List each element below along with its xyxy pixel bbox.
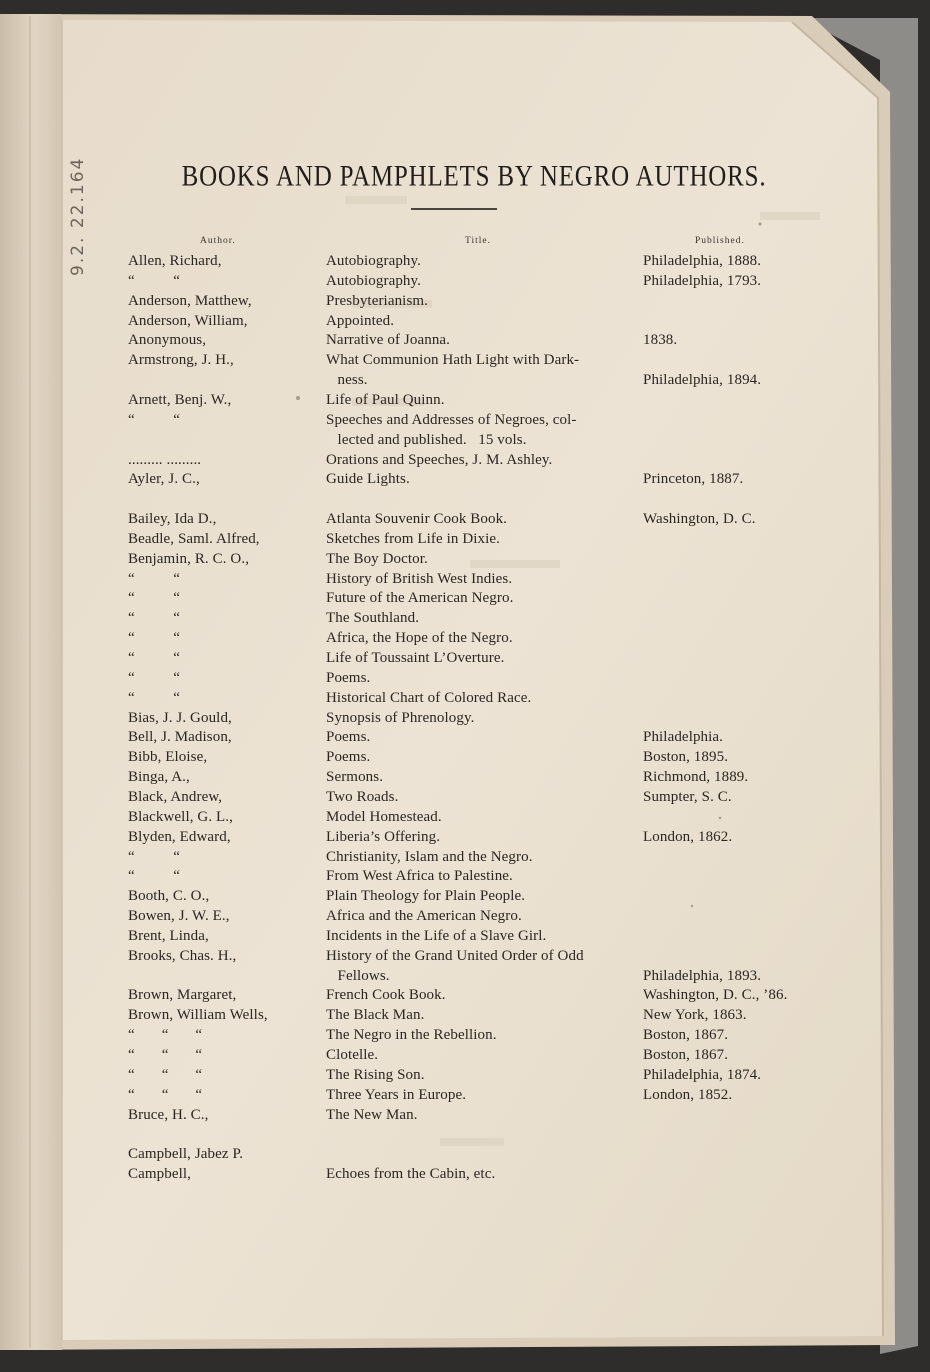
- table-row: [0, 727, 930, 747]
- author-cell: Blyden, Edward,: [128, 828, 231, 845]
- table-row: [0, 1144, 930, 1164]
- column-header-published: Published.: [695, 236, 745, 246]
- column-header-author: Author.: [200, 236, 236, 246]
- published-cell: Richmond, 1889.: [643, 769, 749, 786]
- title-cell: Model Homestead.: [326, 808, 442, 825]
- author-cell: “ “: [128, 610, 181, 627]
- author-cell: “ “: [128, 570, 181, 587]
- author-cell: “ “ “: [128, 1027, 203, 1044]
- title-cell: Life of Paul Quinn.: [326, 391, 445, 408]
- author-cell: Bias, J. J. Gould,: [128, 709, 232, 726]
- table-row: [0, 747, 930, 767]
- title-cell: History of the Grand United Order of Odd: [326, 947, 584, 964]
- author-cell: Ayler, J. C.,: [128, 471, 200, 488]
- author-cell: “ “ “: [128, 1047, 203, 1063]
- table-row: [0, 648, 930, 668]
- published-cell: London, 1852.: [643, 1086, 733, 1103]
- table-row: [0, 569, 930, 589]
- table-row: [0, 1085, 930, 1105]
- title-cell: Presbyterianism.: [326, 292, 429, 309]
- author-cell: “ “: [128, 868, 181, 885]
- title-cell: What Communion Hath Light with Dark-: [326, 352, 580, 369]
- title-cell: Clotelle.: [326, 1047, 379, 1063]
- table-row: [0, 370, 930, 390]
- table-row: [0, 489, 930, 509]
- title-cell: The New Man.: [326, 1106, 418, 1123]
- author-cell: Arnett, Benj. W.,: [128, 391, 232, 408]
- title-cell: The Southland.: [326, 610, 420, 627]
- table-row: [0, 668, 930, 688]
- table-row: [0, 549, 930, 569]
- author-cell: Bailey, Ida D.,: [128, 511, 217, 528]
- table-row: [0, 509, 930, 529]
- table-row: [0, 906, 930, 926]
- title-cell: Three Years in Europe.: [326, 1086, 467, 1103]
- author-cell: “ “: [128, 411, 181, 428]
- author-cell: Benjamin, R. C. O.,: [128, 550, 250, 567]
- author-cell: “ “: [128, 848, 181, 865]
- title-cell: Orations and Speeches, J. M. Ashley.: [326, 451, 553, 468]
- table-row: [0, 410, 930, 430]
- column-header-title: Title.: [465, 236, 491, 246]
- title-cell: Appointed.: [326, 312, 395, 329]
- table-row: [0, 767, 930, 787]
- published-cell: Sumpter, S. C.: [643, 788, 732, 805]
- published-cell: New York, 1863.: [643, 1007, 747, 1024]
- table-row: [0, 807, 930, 827]
- table-row: [0, 966, 930, 986]
- table-row: [0, 926, 930, 946]
- author-cell: Binga, A.,: [128, 769, 190, 786]
- table-row: [0, 1164, 930, 1184]
- author-cell: “ “: [128, 590, 181, 607]
- author-cell: Campbell, Jabez P.: [128, 1146, 244, 1163]
- published-cell: Philadelphia, 1893.: [643, 967, 762, 984]
- author-cell: “ “ “: [128, 1086, 203, 1103]
- table-row: [0, 827, 930, 847]
- table-row: [0, 1025, 930, 1045]
- author-cell: Bruce, H. C.,: [128, 1106, 209, 1123]
- table-row: [0, 866, 930, 886]
- table-row: [0, 608, 930, 628]
- table-row: [0, 390, 930, 410]
- table-row: [0, 430, 930, 450]
- table-row: [0, 330, 930, 350]
- table-row: [0, 529, 930, 549]
- title-cell: Autobiography.: [326, 253, 421, 269]
- published-cell: Philadelphia, 1894.: [643, 372, 762, 389]
- table-row: [0, 628, 930, 648]
- title-cell: French Cook Book.: [326, 987, 446, 1004]
- title-cell: The Boy Doctor.: [326, 550, 428, 567]
- title-cell: Historical Chart of Colored Race.: [326, 689, 532, 706]
- table-row: [0, 588, 930, 608]
- author-cell: Booth, C. O.,: [128, 888, 210, 905]
- title-cell: Guide Lights.: [326, 471, 410, 488]
- author-cell: Anonymous,: [128, 332, 207, 349]
- author-cell: Allen, Richard,: [128, 253, 222, 269]
- page-title: BOOKS AND PAMPHLETS BY NEGRO AUTHORS.: [181, 160, 767, 193]
- title-cell: Africa, the Hope of the Negro.: [326, 630, 513, 647]
- author-cell: Brent, Linda,: [128, 927, 209, 944]
- title-cell: Narrative of Joanna.: [326, 332, 451, 349]
- author-cell: “ “: [128, 630, 181, 647]
- author-cell: Black, Andrew,: [128, 788, 223, 805]
- title-cell: History of British West Indies.: [326, 570, 513, 587]
- title-cell: Speeches and Addresses of Negroes, col-: [326, 411, 577, 428]
- title-cell: Life of Toussaint L’Overture.: [326, 650, 505, 666]
- author-cell: “ “ “: [128, 1066, 203, 1083]
- table-row: [0, 311, 930, 331]
- author-cell: “ “: [128, 650, 181, 666]
- published-cell: Washington, D. C., ’86.: [643, 987, 788, 1004]
- title-cell: Atlanta Souvenir Cook Book.: [326, 511, 508, 528]
- title-cell: Fellows.: [326, 967, 390, 984]
- title-cell: Autobiography.: [326, 272, 421, 289]
- table-row: [0, 985, 930, 1005]
- published-cell: London, 1862.: [643, 828, 733, 845]
- author-cell: Brown, Margaret,: [128, 987, 237, 1004]
- author-cell: “ “: [128, 669, 181, 686]
- title-cell: Christianity, Islam and the Negro.: [326, 848, 533, 865]
- title-cell: Plain Theology for Plain People.: [326, 888, 526, 905]
- author-cell: ......... .........: [128, 451, 202, 468]
- published-cell: Princeton, 1887.: [643, 471, 744, 488]
- published-cell: Boston, 1867.: [643, 1047, 729, 1063]
- published-cell: Philadelphia, 1888.: [643, 253, 762, 269]
- title-cell: Future of the American Negro.: [326, 590, 514, 607]
- table-row: [0, 1124, 930, 1144]
- title-cell: Synopsis of Phrenology.: [326, 709, 475, 726]
- published-cell: Washington, D. C.: [643, 511, 756, 528]
- published-cell: Philadelphia, 1793.: [643, 272, 762, 289]
- author-cell: “ “: [128, 272, 181, 289]
- published-cell: 1838.: [643, 332, 678, 349]
- table-row: [0, 886, 930, 906]
- title-cell: ness.: [326, 372, 368, 389]
- title-cell: Two Roads.: [326, 788, 399, 805]
- table-row: [0, 1105, 930, 1125]
- table-row: [0, 251, 930, 271]
- author-cell: Beadle, Saml. Alfred,: [128, 530, 260, 547]
- title-cell: Echoes from the Cabin, etc.: [326, 1166, 496, 1183]
- title-cell: Sketches from Life in Dixie.: [326, 530, 501, 547]
- author-cell: Armstrong, J. H.,: [128, 352, 234, 369]
- table-row: [0, 1005, 930, 1025]
- table-row: [0, 688, 930, 708]
- table-row: [0, 291, 930, 311]
- title-cell: Poems.: [326, 749, 371, 766]
- author-cell: Brooks, Chas. H.,: [128, 947, 237, 964]
- title-cell: The Rising Son.: [326, 1066, 425, 1083]
- published-cell: Philadelphia.: [643, 729, 724, 746]
- title-cell: Sermons.: [326, 769, 384, 786]
- author-cell: “ “: [128, 689, 181, 706]
- title-cell: The Negro in the Rebellion.: [326, 1027, 497, 1044]
- author-cell: Blackwell, G. L.,: [128, 808, 234, 825]
- table-row: [0, 350, 930, 370]
- author-cell: Anderson, William,: [128, 312, 248, 329]
- table-row: [0, 469, 930, 489]
- title-cell: Incidents in the Life of a Slave Girl.: [326, 927, 547, 944]
- published-cell: Boston, 1895.: [643, 749, 729, 766]
- title-cell: The Black Man.: [326, 1007, 425, 1024]
- published-cell: Boston, 1867.: [643, 1027, 729, 1044]
- table-row: [0, 847, 930, 867]
- author-cell: Campbell,: [128, 1166, 191, 1183]
- title-cell: Liberia’s Offering.: [326, 828, 441, 845]
- title-cell: Poems.: [326, 729, 371, 746]
- title-cell: Poems.: [326, 669, 371, 686]
- margin-pencil-note: 9.2. 22.164: [68, 156, 88, 276]
- author-cell: Brown, William Wells,: [128, 1007, 268, 1024]
- table-row: [0, 946, 930, 966]
- title-cell: Africa and the American Negro.: [326, 908, 522, 925]
- author-cell: Bibb, Eloise,: [128, 749, 208, 766]
- table-row: [0, 271, 930, 291]
- table-row: [0, 787, 930, 807]
- title-cell: From West Africa to Palestine.: [326, 868, 513, 885]
- published-cell: Philadelphia, 1874.: [643, 1066, 762, 1083]
- title-cell: lected and published. 15 vols.: [326, 431, 527, 448]
- table-row: [0, 1045, 930, 1065]
- table-row: [0, 708, 930, 728]
- author-cell: Anderson, Matthew,: [128, 292, 252, 309]
- table-row: [0, 450, 930, 470]
- table-row: [0, 1065, 930, 1085]
- title-rule: [411, 208, 497, 210]
- author-cell: Bell, J. Madison,: [128, 729, 232, 746]
- author-cell: Bowen, J. W. E.,: [128, 908, 230, 925]
